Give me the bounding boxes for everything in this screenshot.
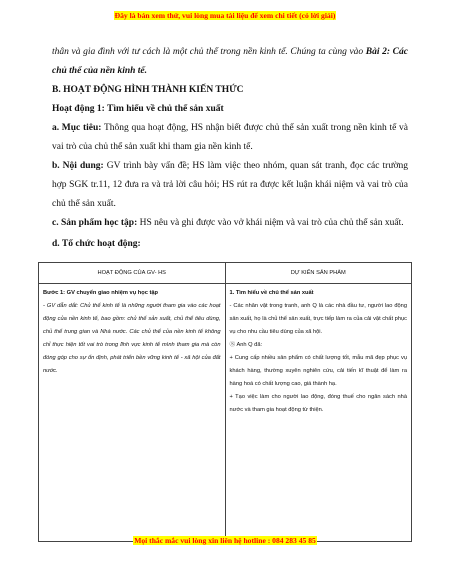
product-paragraph: c. Sản phẩm học tập: HS nêu và ghi được vào vở khái niệm và vai trò của chủ thể sản xuất. <box>52 218 404 228</box>
product-text-2: Ⓢ Anh Q đã: <box>229 342 263 348</box>
activity-table <box>38 262 412 542</box>
col1-header: HOẠT ĐỘNG CỦA GV- HS <box>39 263 226 284</box>
activity-heading: Hoạt động 1: Tìm hiểu về chủ thể sản xuất <box>52 104 224 114</box>
col2-header: DỰ KIẾN SẢN PHẨM <box>225 263 412 284</box>
document-body <box>52 43 408 254</box>
organization-heading: d. Tổ chức hoạt động: <box>52 239 141 249</box>
product-text-3: + Cung cấp nhiều sản phẩm có chất lượng tốt, mẫu mã đẹp phục vụ khách hàng, thường xuyên nghiên cứu, cải tiến kĩ thuật để làm ra hàng hoá có chất lượng cao, giá thành hạ. <box>229 355 407 387</box>
table-row <box>39 284 412 542</box>
product-text-4: + Tạo việc làm cho người lao động, đóng thuế cho ngân sách nhà nước và tham gia hoạt động từ thiện. <box>229 394 407 413</box>
step-text: - GV dẫn dắt: Chủ thể kinh tế là những người tham gia vào các hoạt động của nền kinh tế, bao gồm: chủ thể sản xuất, chủ thể tiêu dùng, chủ thể trung gian và Nhà nước. Các chủ thể của nền kinh tế không chỉ thực hiện tốt vai trò trong lĩnh vực kinh tế mình tham gia mà còn đóng góp cho sự ổn định, phát triển bền vững kinh tế - xã hội của đất nước. <box>43 303 221 374</box>
step-title: Bước 1: GV chuyển giao nhiệm vụ học tập <box>43 290 158 296</box>
table-header-row <box>39 263 412 284</box>
section-heading: B. HOẠT ĐỘNG HÌNH THÀNH KIẾN THỨC <box>52 85 244 95</box>
product-title: 1. Tìm hiểu về chủ thể sản xuất <box>229 290 314 296</box>
objective-paragraph: a. Mục tiêu: Thông qua hoạt động, HS nhận biết được chủ thể sản xuất trong nền kinh tế và vai trò của chủ thể sản xuất khi tham gia nền kinh tế. <box>52 123 408 152</box>
hotline-banner: Mọi thắc mắc vui lòng xin liên hệ hotline : 084 283 45 85 <box>134 536 316 545</box>
preview-banner: Đây là bản xem thử, vui lòng mua tài liệu để xem chi tiết (có lời giải) <box>114 11 336 20</box>
intro-paragraph: thân và gia đình với tư cách là một chủ thể trong nền kinh tế. Chúng ta cùng vào Bài 2: Các chủ thể của nền kinh tế. <box>52 47 408 76</box>
teacher-student-activity-cell <box>39 284 226 542</box>
content-paragraph: b. Nội dung: GV trình bày vấn đề; HS làm việc theo nhóm, quan sát tranh, đọc các trường hợp SGK tr.11, 12 đưa ra và trả lời câu hỏi; HS rút ra được kết luận khái niệm và vai trò của chủ thể sản xuất. <box>52 161 408 209</box>
product-text-1: - Các nhân vật trong tranh, anh Q là các nhà đầu tư, người lao động sản xuất, họ là chủ thể sản xuất, trực tiếp làm ra của cải vật chất phục vụ cho nhu cầu tiêu dùng của xã hội. <box>229 303 407 335</box>
expected-product-cell <box>225 284 412 542</box>
